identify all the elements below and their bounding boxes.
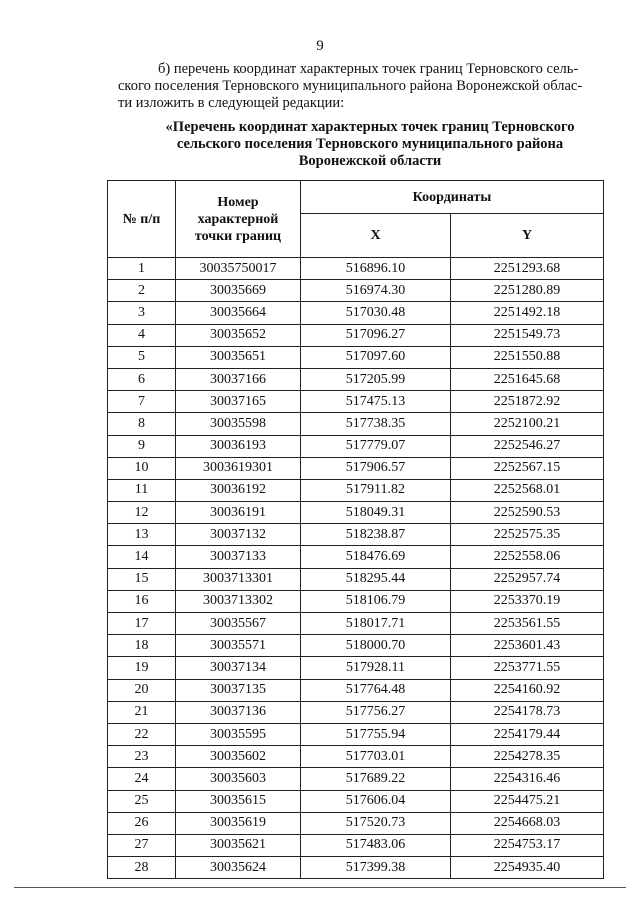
page-number: 9: [316, 38, 324, 54]
point-number-cell: 30037132: [176, 524, 301, 546]
table-row: [108, 524, 604, 546]
point-number-cell: 3003619301: [176, 457, 301, 479]
table-row: [108, 790, 604, 812]
y-coordinate-cell: 2251550.88: [451, 346, 604, 368]
point-number-cell: 30035621: [176, 834, 301, 856]
y-coordinate-cell: 2251492.18: [451, 302, 604, 324]
x-coordinate-cell: 517906.57: [301, 457, 451, 479]
x-coordinate-cell: 518295.44: [301, 568, 451, 590]
coordinates-table: [107, 180, 604, 879]
point-number-cell: 3003713302: [176, 590, 301, 612]
title-line: «Перечень координат характерных точек границ Терновского: [165, 119, 575, 135]
y-coordinate-cell: 2251645.68: [451, 368, 604, 390]
row-number-cell: 12: [108, 502, 176, 524]
y-coordinate-cell: 2252546.27: [451, 435, 604, 457]
y-coordinate-cell: 2254475.21: [451, 790, 604, 812]
y-coordinate-cell: 2254753.17: [451, 834, 604, 856]
table-row: [108, 391, 604, 413]
row-number-cell: 9: [108, 435, 176, 457]
x-coordinate-cell: 517096.27: [301, 324, 451, 346]
table-row: [108, 679, 604, 701]
point-number-cell: 30037166: [176, 368, 301, 390]
point-number-cell: 30035619: [176, 812, 301, 834]
table-row: [108, 590, 604, 612]
y-coordinate-cell: 2252957.74: [451, 568, 604, 590]
table-title: [110, 119, 630, 170]
x-coordinate-cell: 517779.07: [301, 435, 451, 457]
row-number-cell: 4: [108, 324, 176, 346]
table-row: [108, 723, 604, 745]
point-number-cell: 30037134: [176, 657, 301, 679]
row-number-cell: 15: [108, 568, 176, 590]
x-coordinate-cell: 518106.79: [301, 590, 451, 612]
y-coordinate-cell: 2251293.68: [451, 258, 604, 280]
point-number-cell: 30035598: [176, 413, 301, 435]
point-number-cell: 30036193: [176, 435, 301, 457]
row-number-cell: 20: [108, 679, 176, 701]
row-number-cell: 5: [108, 346, 176, 368]
y-coordinate-cell: 2251549.73: [451, 324, 604, 346]
table-row: [108, 701, 604, 723]
x-coordinate-cell: 517738.35: [301, 413, 451, 435]
table-row: [108, 457, 604, 479]
x-coordinate-cell: 517097.60: [301, 346, 451, 368]
table-row: [108, 546, 604, 568]
table-row: [108, 613, 604, 635]
row-number-cell: 14: [108, 546, 176, 568]
table-row: [108, 768, 604, 790]
table-row: [108, 746, 604, 768]
row-number-cell: 6: [108, 368, 176, 390]
y-coordinate-cell: 2251872.92: [451, 391, 604, 413]
intro-line: б) перечень координат характерных точек границ Терновского сель-: [158, 61, 579, 77]
row-number-cell: 2: [108, 280, 176, 302]
y-coordinate-cell: 2253601.43: [451, 635, 604, 657]
x-coordinate-cell: 517755.94: [301, 723, 451, 745]
table-row: [108, 502, 604, 524]
y-coordinate-cell: 2254935.40: [451, 857, 604, 879]
header-coordinates: Координаты: [301, 181, 604, 214]
x-coordinate-cell: 516896.10: [301, 258, 451, 280]
point-number-cell: 30036191: [176, 502, 301, 524]
x-coordinate-cell: 517756.27: [301, 701, 451, 723]
row-number-cell: 18: [108, 635, 176, 657]
table-row: [108, 368, 604, 390]
row-number-cell: 3: [108, 302, 176, 324]
x-coordinate-cell: 517399.38: [301, 857, 451, 879]
x-coordinate-cell: 517911.82: [301, 479, 451, 501]
x-coordinate-cell: 518238.87: [301, 524, 451, 546]
table-row: [108, 346, 604, 368]
point-number-cell: 30036192: [176, 479, 301, 501]
table-body: [108, 258, 604, 879]
table-header: [108, 181, 604, 258]
row-number-cell: 1: [108, 258, 176, 280]
y-coordinate-cell: 2252100.21: [451, 413, 604, 435]
table-row: [108, 857, 604, 879]
x-coordinate-cell: 517689.22: [301, 768, 451, 790]
point-number-cell: 30035652: [176, 324, 301, 346]
x-coordinate-cell: 517205.99: [301, 368, 451, 390]
table-row: [108, 657, 604, 679]
x-coordinate-cell: 517764.48: [301, 679, 451, 701]
header-point: Номер характерной точки границ: [176, 181, 301, 258]
table-row: [108, 479, 604, 501]
intro-line: ского поселения Терновского муниципального района Воронежской облас-: [118, 78, 583, 94]
x-coordinate-cell: 517030.48: [301, 302, 451, 324]
row-number-cell: 21: [108, 701, 176, 723]
header-x: X: [301, 214, 451, 258]
y-coordinate-cell: 2253771.55: [451, 657, 604, 679]
y-coordinate-cell: 2254278.35: [451, 746, 604, 768]
row-number-cell: 17: [108, 613, 176, 635]
point-number-cell: 30035664: [176, 302, 301, 324]
point-number-cell: 30035750017: [176, 258, 301, 280]
point-number-cell: 30035603: [176, 768, 301, 790]
point-number-cell: 3003713301: [176, 568, 301, 590]
x-coordinate-cell: 518049.31: [301, 502, 451, 524]
table-row: [108, 413, 604, 435]
point-number-cell: 30035615: [176, 790, 301, 812]
intro-paragraph: [118, 61, 598, 112]
point-number-cell: 30037136: [176, 701, 301, 723]
row-number-cell: 8: [108, 413, 176, 435]
y-coordinate-cell: 2252568.01: [451, 479, 604, 501]
table-row: [108, 568, 604, 590]
row-number-cell: 11: [108, 479, 176, 501]
y-coordinate-cell: 2254178.73: [451, 701, 604, 723]
row-number-cell: 7: [108, 391, 176, 413]
row-number-cell: 28: [108, 857, 176, 879]
point-number-cell: 30037165: [176, 391, 301, 413]
row-number-cell: 27: [108, 834, 176, 856]
title-line: сельского поселения Терновского муниципального района: [176, 136, 564, 152]
row-number-cell: 10: [108, 457, 176, 479]
row-number-cell: 19: [108, 657, 176, 679]
x-coordinate-cell: 518476.69: [301, 546, 451, 568]
table-row: [108, 834, 604, 856]
point-number-cell: 30037135: [176, 679, 301, 701]
row-number-cell: 23: [108, 746, 176, 768]
table-row: [108, 280, 604, 302]
x-coordinate-cell: 517703.01: [301, 746, 451, 768]
header-y: Y: [451, 214, 604, 258]
row-number-cell: 25: [108, 790, 176, 812]
table-row: [108, 258, 604, 280]
x-coordinate-cell: 517606.04: [301, 790, 451, 812]
y-coordinate-cell: 2252567.15: [451, 457, 604, 479]
x-coordinate-cell: 517928.11: [301, 657, 451, 679]
header-number: № п/п: [108, 181, 176, 258]
point-number-cell: 30035567: [176, 613, 301, 635]
x-coordinate-cell: 517483.06: [301, 834, 451, 856]
point-number-cell: 30035669: [176, 280, 301, 302]
y-coordinate-cell: 2254668.03: [451, 812, 604, 834]
y-coordinate-cell: 2254316.46: [451, 768, 604, 790]
y-coordinate-cell: 2254160.92: [451, 679, 604, 701]
x-coordinate-cell: 518017.71: [301, 613, 451, 635]
row-number-cell: 13: [108, 524, 176, 546]
point-number-cell: 30037133: [176, 546, 301, 568]
row-number-cell: 16: [108, 590, 176, 612]
footer-divider: [14, 887, 626, 888]
y-coordinate-cell: 2252575.35: [451, 524, 604, 546]
y-coordinate-cell: 2252558.06: [451, 546, 604, 568]
point-number-cell: 30035624: [176, 857, 301, 879]
title-line: Воронежской области: [298, 153, 442, 169]
x-coordinate-cell: 517520.73: [301, 812, 451, 834]
table-row: [108, 302, 604, 324]
point-number-cell: 30035595: [176, 723, 301, 745]
point-number-cell: 30035571: [176, 635, 301, 657]
table-row: [108, 635, 604, 657]
point-number-cell: 30035602: [176, 746, 301, 768]
point-number-cell: 30035651: [176, 346, 301, 368]
y-coordinate-cell: 2253370.19: [451, 590, 604, 612]
x-coordinate-cell: 517475.13: [301, 391, 451, 413]
table-row: [108, 812, 604, 834]
table-row: [108, 435, 604, 457]
row-number-cell: 24: [108, 768, 176, 790]
row-number-cell: 22: [108, 723, 176, 745]
y-coordinate-cell: 2254179.44: [451, 723, 604, 745]
y-coordinate-cell: 2251280.89: [451, 280, 604, 302]
row-number-cell: 26: [108, 812, 176, 834]
intro-line: ти изложить в следующей редакции:: [118, 95, 345, 111]
x-coordinate-cell: 516974.30: [301, 280, 451, 302]
x-coordinate-cell: 518000.70: [301, 635, 451, 657]
table-row: [108, 324, 604, 346]
y-coordinate-cell: 2252590.53: [451, 502, 604, 524]
y-coordinate-cell: 2253561.55: [451, 613, 604, 635]
